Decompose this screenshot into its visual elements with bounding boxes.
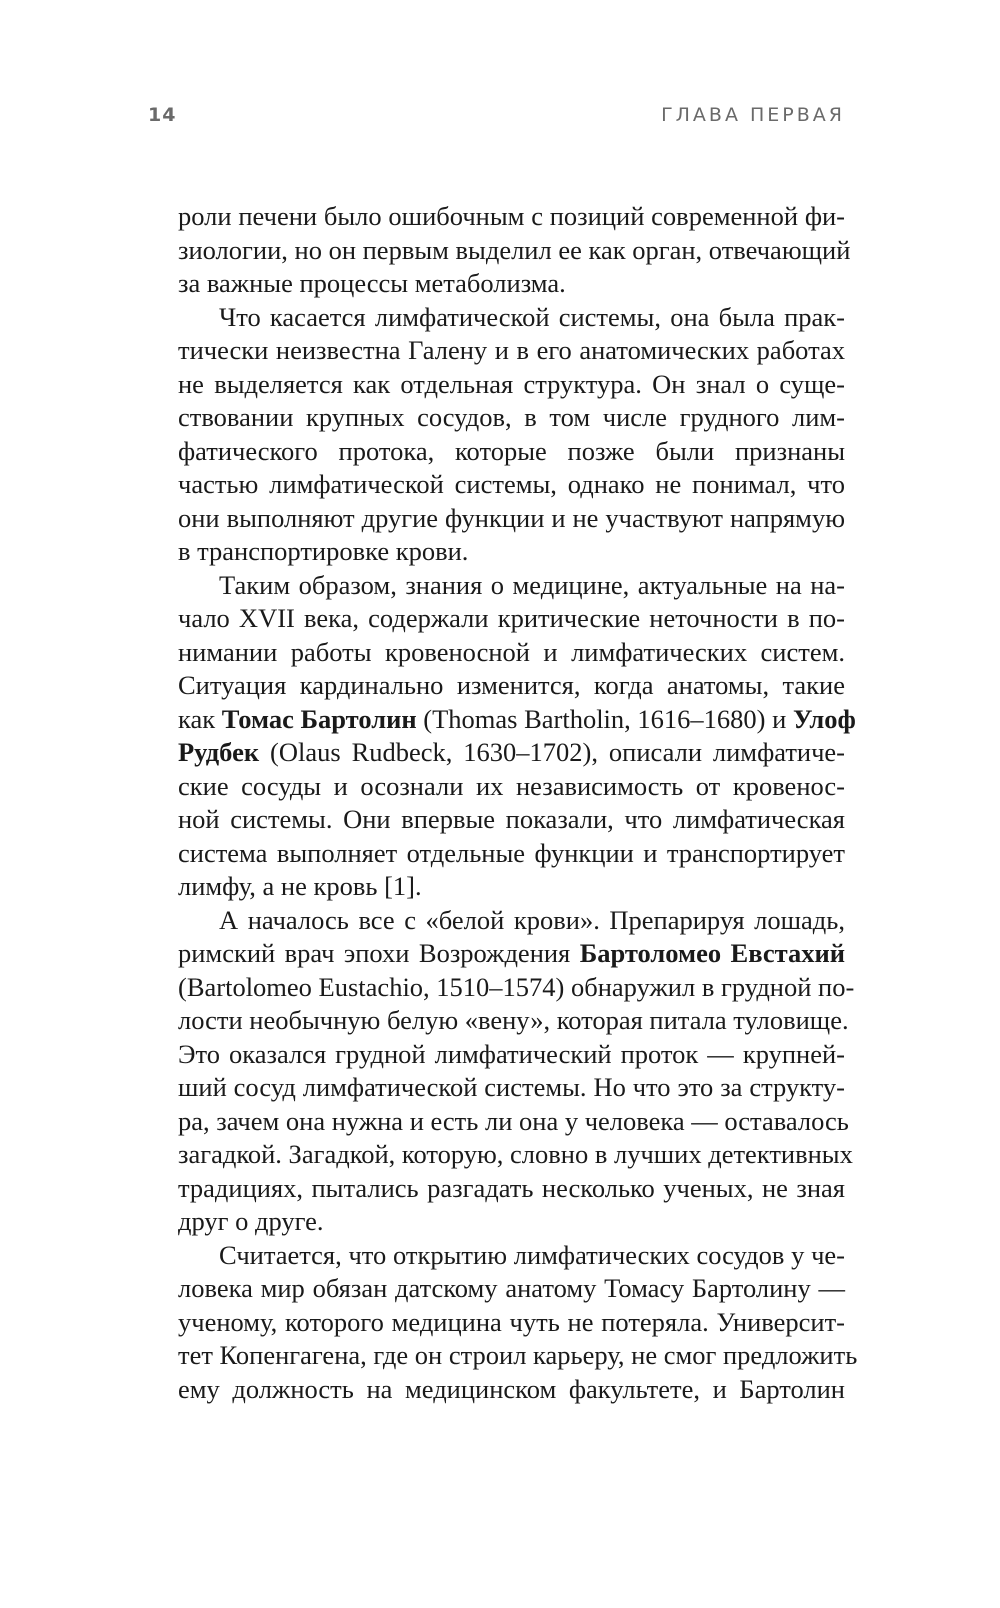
text-line: ствовании крупных сосудов, в том числе грудного лим- <box>178 402 845 432</box>
text-line <box>178 736 845 770</box>
text-line: не выделяется как отдельная структура. Он знал о суще- <box>178 368 845 399</box>
text-line: лости необычную белую «вену», которая питала туловище. <box>178 1005 849 1035</box>
text-line <box>178 937 845 971</box>
paragraph-3 <box>178 569 856 904</box>
page-header <box>148 104 845 134</box>
text-line: фатического протока, которые позже были признаны <box>178 435 845 466</box>
body-text <box>178 200 858 1406</box>
text-line: Таким образом, знания о медицине, актуальные на на- <box>219 569 845 600</box>
text-line: ра, зачем она нужна и есть ли она у человека — оставалось <box>178 1105 849 1136</box>
paragraph-4 <box>178 904 855 1239</box>
text-line: тически неизвестна Галену и в его анатомических работах <box>178 335 845 365</box>
text-line: Считается, что открытию лимфатических сосудов у че- <box>219 1239 845 1270</box>
text-line: они выполняют другие функции и не участвуют напрямую <box>178 502 845 533</box>
text-line: ские сосуды и осознали их независимость от кровенос- <box>178 770 845 801</box>
person-name-rudbeck-first: Улоф <box>792 703 856 734</box>
page-number: 14 <box>148 104 177 126</box>
text-line: Это оказался грудной лимфатический проток — крупней- <box>178 1038 845 1069</box>
text-line: за важные процессы метаболизма. <box>178 268 566 298</box>
text-segment: как <box>178 703 222 734</box>
text-line: ученому, которого медицина чуть не потеряла. Университ- <box>178 1306 845 1337</box>
text-line: ему должность на медицинском факультете, и Бартолин <box>178 1373 845 1404</box>
text-line: загадкой. Загадкой, которую, словно в лучших детективных <box>178 1139 853 1169</box>
text-line: лимфу, а не кровь [1]. <box>178 871 422 901</box>
text-line: чало XVII века, содержали критические неточности в по- <box>178 603 845 633</box>
person-name-rudbeck-last: Рудбек <box>178 737 260 767</box>
text-line: ной системы. Они впервые показали, что лимфатическая <box>178 804 845 834</box>
text-line: А началось все с «белой крови». Препарируя лошадь, <box>219 904 845 935</box>
paragraph-1 <box>178 200 851 301</box>
text-line: Ситуация кардинально изменится, когда анатомы, такие <box>178 670 845 700</box>
text-line: частью лимфатической системы, однако не понимал, что <box>178 469 845 499</box>
paragraph-2 <box>178 301 845 569</box>
paragraph-5 <box>178 1239 858 1407</box>
text-line: роли печени было ошибочным с позиций современной фи- <box>178 201 845 231</box>
text-line: система выполняет отдельные функции и транспортирует <box>178 837 845 868</box>
text-segment: (Olaus Rudbeck, 1630–1702), описали лимфатиче- <box>259 737 845 767</box>
text-line: в транспортировке крови. <box>178 536 469 566</box>
person-name-eustachio: Бартоломео Евстахий <box>579 938 845 968</box>
text-line: ловека мир обязан датскому анатому Томасу Бартолину — <box>178 1273 845 1303</box>
text-line: зиологии, но он первым выделил ее как орган, отвечающий <box>178 234 851 265</box>
text-line: Что касается лимфатической системы, она была прак- <box>219 301 845 332</box>
text-line: друг о друге. <box>178 1206 324 1236</box>
text-line: нимании работы кровеносной и лимфатических систем. <box>178 636 845 667</box>
text-line: традициях, пытались разгадать несколько ученых, не зная <box>178 1172 845 1203</box>
text-segment: (Thomas Bartholin, 1616–1680) и <box>416 703 793 734</box>
text-line <box>178 703 856 737</box>
text-line: (Bartolomeo Eustachio, 1510–1574) обнаружил в грудной по- <box>178 971 855 1002</box>
chapter-title: ГЛАВА ПЕРВАЯ <box>661 104 845 126</box>
text-segment: римский врач эпохи Возрождения <box>178 938 580 968</box>
text-line: тет Копенгагена, где он строил карьеру, не смог предложить <box>178 1340 858 1370</box>
text-line: ший сосуд лимфатической системы. Но что это за структу- <box>178 1072 845 1102</box>
person-name-bartholin: Томас Бартолин <box>221 703 417 734</box>
